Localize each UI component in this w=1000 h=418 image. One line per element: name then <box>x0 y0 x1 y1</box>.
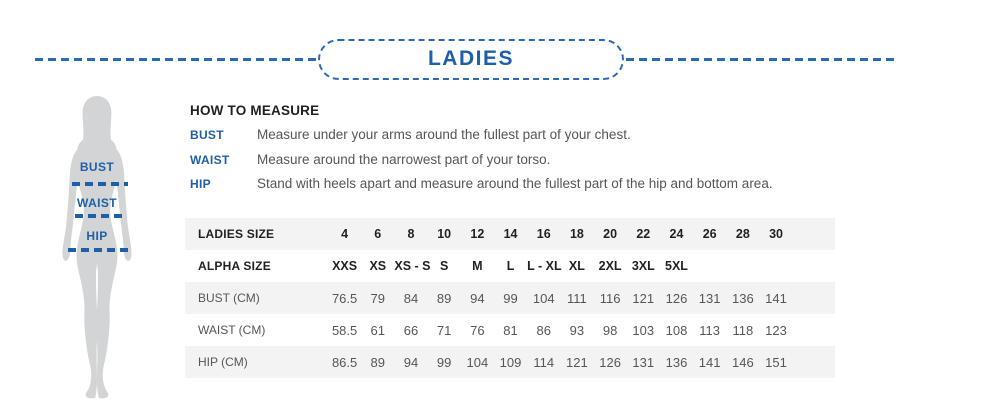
left-dashed-line <box>35 58 316 61</box>
measure-description-waist: Measure around the narrowest part of your torso. <box>257 151 551 167</box>
size-cell: 121 <box>566 354 588 370</box>
size-cell: 108 <box>665 322 688 338</box>
page-title: LADIES <box>427 47 514 70</box>
size-cell: 86.5 <box>331 354 358 370</box>
size-cell: 141 <box>698 354 721 370</box>
size-cell: 126 <box>665 290 688 306</box>
figure-hip-label: HIP <box>86 229 108 243</box>
size-cell: 111 <box>567 290 587 306</box>
size-cell: 98 <box>602 322 618 338</box>
size-cell: 94 <box>403 354 419 370</box>
how-to-measure-title: HOW TO MEASURE <box>190 103 320 118</box>
size-cell: 6 <box>374 227 382 241</box>
size-cell: 4 <box>341 227 349 241</box>
size-cell: 5XL <box>665 259 688 273</box>
size-cell: 121 <box>632 290 655 306</box>
header-banner <box>35 38 903 80</box>
measure-instruction-row <box>190 152 900 177</box>
table-row <box>185 250 835 282</box>
figure-bust-label: BUST <box>79 160 115 174</box>
size-cell: 99 <box>503 290 518 306</box>
measure-instruction-row <box>190 176 900 201</box>
measure-description-bust: Measure under your arms around the fullest part of your chest. <box>257 127 631 142</box>
row-label: HIP (CM) <box>198 355 248 369</box>
size-cell: 114 <box>533 354 555 370</box>
size-cell: 28 <box>735 227 750 241</box>
size-cell: 30 <box>769 227 783 241</box>
size-cell: 99 <box>436 354 452 370</box>
table-row <box>185 346 835 378</box>
size-cell: 8 <box>407 227 415 241</box>
size-cell: 84 <box>403 290 419 306</box>
size-cell: XS - S <box>394 259 431 273</box>
measure-term-bust: BUST <box>190 128 224 142</box>
size-cell: 10 <box>437 227 452 241</box>
measure-description-hip: Stand with heels apart and measure around the fullest part of the hip and bottom area. <box>257 176 773 191</box>
size-cell: 86 <box>536 322 551 338</box>
ladies-title-pill <box>318 39 624 80</box>
size-cell: M <box>472 259 483 273</box>
size-cell: 61 <box>370 322 386 338</box>
size-cell: 2XL <box>598 259 622 273</box>
size-cell: 66 <box>403 322 419 338</box>
measure-term-hip: HIP <box>190 177 211 191</box>
size-cell: 22 <box>636 227 651 241</box>
hip-measure-line <box>68 248 133 252</box>
size-cell: 131 <box>632 354 655 370</box>
how-to-measure-section <box>190 103 900 201</box>
size-cell: 146 <box>731 354 754 370</box>
size-cell: 16 <box>536 227 551 241</box>
size-cell: 126 <box>599 354 621 370</box>
size-cell: 118 <box>732 322 754 338</box>
size-cell: 109 <box>499 354 522 370</box>
figure-waist-label: WAIST <box>77 196 117 210</box>
size-cell: 104 <box>466 354 489 370</box>
size-cell: 76 <box>470 322 485 338</box>
size-cell: L - XL <box>527 259 562 273</box>
row-label: ALPHA SIZE <box>198 259 271 273</box>
size-cell: 79 <box>370 290 386 306</box>
size-cell: 89 <box>436 290 452 306</box>
row-label: BUST (CM) <box>198 291 260 305</box>
table-row <box>185 282 835 314</box>
size-cell: 113 <box>699 322 721 338</box>
size-cell: 94 <box>470 290 485 306</box>
size-cell: 14 <box>503 227 518 241</box>
size-cell: 26 <box>702 227 717 241</box>
size-cell: 18 <box>569 227 584 241</box>
size-cell: 20 <box>603 227 618 241</box>
right-dashed-line <box>626 58 899 61</box>
size-cell: 12 <box>470 227 485 241</box>
size-cell: 24 <box>669 227 684 241</box>
size-cell: 136 <box>665 354 688 370</box>
size-cell: 93 <box>569 322 585 338</box>
size-table <box>185 218 835 378</box>
size-cell: 58.5 <box>331 322 358 338</box>
row-label: LADIES SIZE <box>198 227 275 241</box>
waist-measure-line <box>75 214 123 218</box>
size-cell: 89 <box>370 354 386 370</box>
size-cell: S <box>439 259 449 273</box>
size-cell: 71 <box>436 322 452 338</box>
row-label: WAIST (CM) <box>198 323 266 337</box>
size-cell: XL <box>568 259 585 273</box>
size-cell: XS <box>369 259 387 273</box>
table-row <box>185 218 835 250</box>
size-cell: L <box>506 259 515 273</box>
bust-measure-line <box>72 182 128 186</box>
size-cell: 123 <box>765 322 787 338</box>
table-row <box>185 314 835 346</box>
size-cell: 76.5 <box>331 290 358 306</box>
size-cell: 116 <box>599 290 621 306</box>
size-cell: XXS <box>332 259 358 273</box>
size-cell: 3XL <box>631 259 655 273</box>
measure-term-waist: WAIST <box>190 152 230 167</box>
size-cell: 81 <box>503 322 518 338</box>
size-cell: 141 <box>765 290 787 306</box>
body-measurement-figure <box>40 92 160 408</box>
measure-instruction-row <box>190 127 900 152</box>
size-cell: 104 <box>532 290 555 306</box>
size-cell: 151 <box>765 354 787 370</box>
size-cell: 136 <box>731 290 754 306</box>
size-cell: 131 <box>698 290 721 306</box>
size-cell: 103 <box>632 322 655 338</box>
